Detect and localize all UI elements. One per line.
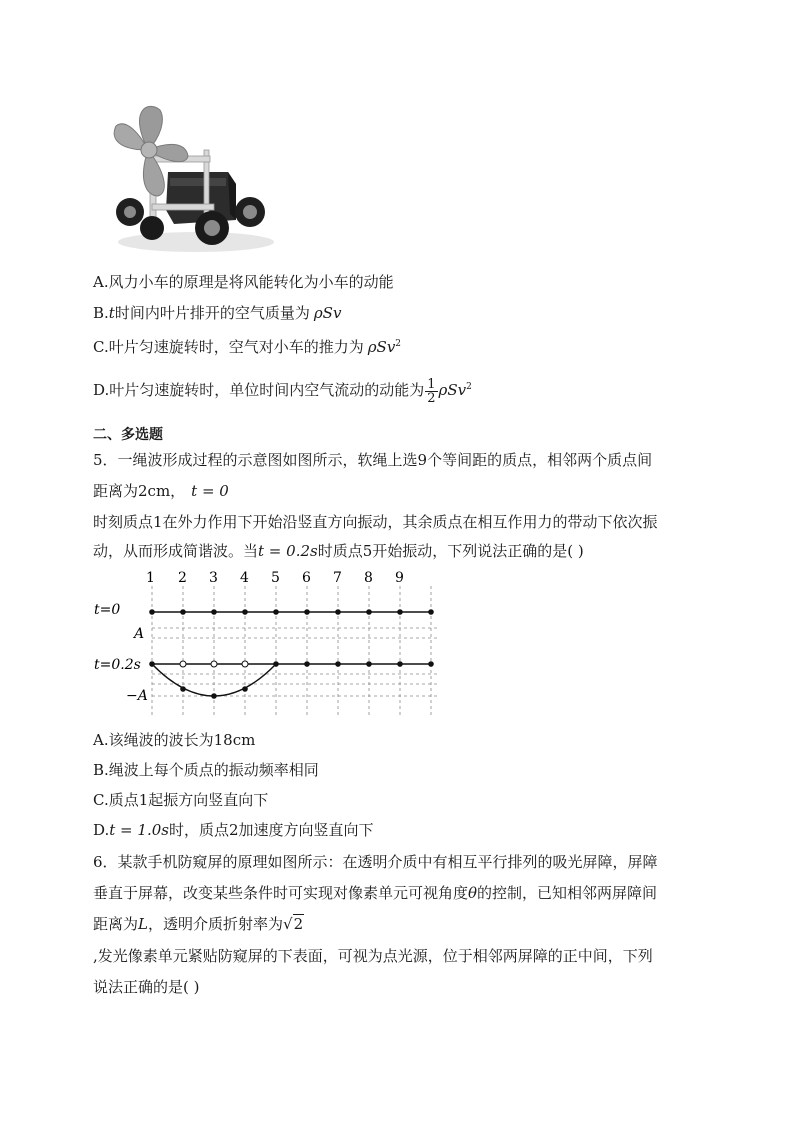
rope-wave-diagram xyxy=(90,568,450,718)
q5-option-a: A.该绳波的波长为18cm xyxy=(93,731,256,749)
q5-option-d: D.t = 1.0s时，质点2加速度方向竖直向下 xyxy=(93,821,374,839)
point-label-1: 1 xyxy=(146,570,155,586)
sqrt-expression: √2 xyxy=(283,915,304,933)
q4-option-c: C.叶片匀速旋转时，空气对小车的推力为 ρSv$^2$ xyxy=(93,338,402,356)
q5-line-4: 动，从而形成简谐波。当t = 0.2s时质点5开始振动，下列说法正确的是( ) xyxy=(93,542,584,560)
point-labels xyxy=(146,570,404,586)
point-label-2: 2 xyxy=(178,570,187,586)
q4-option-d: D.叶片匀速旋转时，单位时间内空气流动的动能为 $\frac{1}{2}$ ρSv$^2$ xyxy=(93,376,472,406)
q5-option-b: B.绳波上每个质点的振动频率相同 xyxy=(93,761,319,779)
point-label-4: 4 xyxy=(240,570,249,586)
fraction-one-half: $\frac{1}{2}$ xyxy=(427,376,436,406)
point-label-9: 9 xyxy=(395,570,404,586)
label-t02: t=0.2s xyxy=(94,657,141,673)
point-label-3: 3 xyxy=(209,570,218,586)
q6-line-1: 6．某款手机防窥屏的原理如图所示：在透明介质中有相互平行排列的吸光屏障，屏障 xyxy=(93,853,658,871)
q6-line-4: ,发光像素单元紧贴防窥屏的下表面，可视为点光源，位于相邻两屏障的正中间，下列 xyxy=(93,947,653,965)
wind-car-illustration xyxy=(108,100,274,260)
q5-line-1: 5．一绳波形成过程的示意图如图所示，软绳上选9个等间距的质点，相邻两个质点间 xyxy=(93,451,653,469)
q5-line-2: 距离为2cm， t = 0 xyxy=(93,482,229,500)
label-t0: t=0 xyxy=(94,602,121,618)
point-label-7: 7 xyxy=(333,570,342,586)
point-label-5: 5 xyxy=(271,570,280,586)
point-label-6: 6 xyxy=(302,570,311,586)
q6-line-2: 垂直于屏幕，改变某些条件时可实现对像素单元可视角度θ的控制，已知相邻两屏障间 xyxy=(93,884,658,902)
label-amplitude-neg-A: −A xyxy=(126,688,148,704)
q4-option-a: A.风力小车的原理是将风能转化为小车的动能 xyxy=(93,273,394,291)
q6-line-5: 说法正确的是( ) xyxy=(93,978,200,996)
q6-line-3: 距离为L，透明介质折射率为√2 xyxy=(93,915,304,933)
q4-option-b: B.t时间内叶片排开的空气质量为 ρSv xyxy=(93,304,342,322)
label-amplitude-A: A xyxy=(134,626,145,642)
q5-line-3: 时刻质点1在外力作用下开始沿竖直方向振动，其余质点在相互作用力的带动下依次振 xyxy=(93,513,658,531)
section-title-multiple-choice: 二、多选题 xyxy=(93,427,163,443)
point-label-8: 8 xyxy=(364,570,373,586)
q5-option-c: C.质点1起振方向竖直向下 xyxy=(93,791,269,809)
